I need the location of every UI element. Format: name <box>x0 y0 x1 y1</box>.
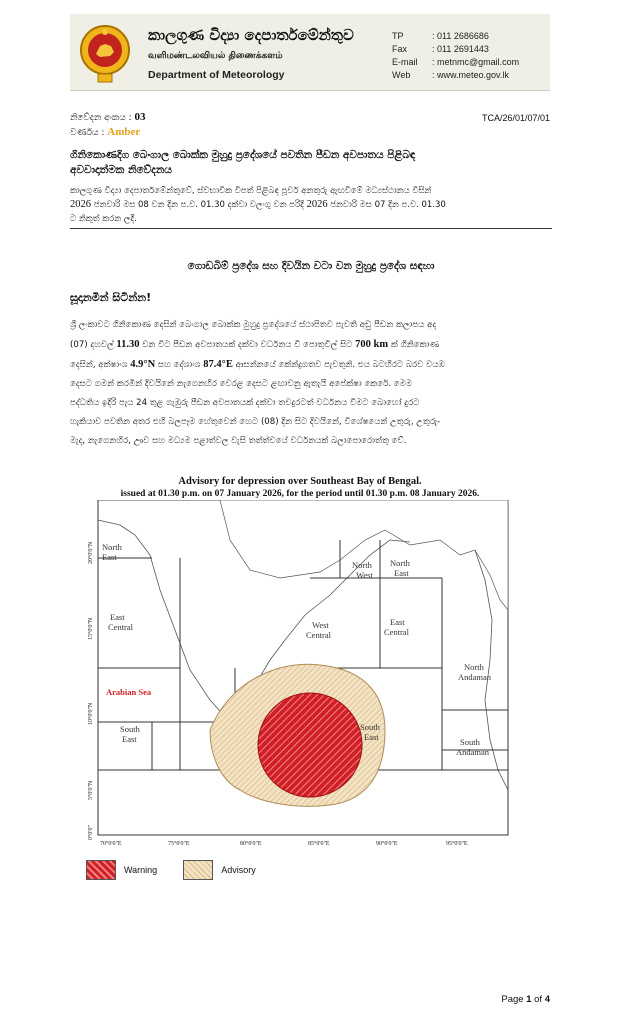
lon-label: 90°0'0"E <box>376 841 398 847</box>
map-title: Advisory for depression over Southeast Bay of Bengal. <box>178 476 422 487</box>
label-west-central: Central <box>306 630 332 640</box>
label-south-andaman: Andaman <box>456 747 490 757</box>
label-south-east-west: East <box>122 734 137 744</box>
bulletin-number: 03 <box>134 111 146 123</box>
issued-line: ට නිකුත් කරන ලදී. <box>70 214 137 224</box>
title-line: අවවාදාත්මක නිවේදනය <box>70 164 172 176</box>
body-line: පද්ධතිය ඉදිරි පැය 24 තුළ ගැඹුරු පීඩන අවපාතයක් දක්වා තවදුරටත් වර්ධනය වීමට බොහෝ දුරට <box>70 398 420 408</box>
contact-label: Web <box>392 70 411 80</box>
page-word: Page <box>501 994 524 1005</box>
label-east-central: East <box>110 612 125 622</box>
bulletin-body <box>70 316 552 451</box>
contact-value: : 011 2686686 <box>432 31 489 41</box>
page-of: of <box>534 994 543 1005</box>
warning-swatch <box>86 860 116 880</box>
lat-label: 20°0'0"N <box>88 541 94 564</box>
label-north-andaman: North <box>464 662 484 672</box>
label-east-central: Central <box>108 622 134 632</box>
label-north-west: North <box>352 560 372 570</box>
lon-label: 80°0'0"E <box>240 841 262 847</box>
label-south-east-west: South <box>120 724 140 734</box>
issued-line <box>70 198 552 212</box>
letterhead <box>70 14 550 91</box>
lat-label: 10°0'0"N <box>88 702 94 725</box>
bulletin-title <box>70 148 552 178</box>
department-name-english: Department of Meteorology <box>148 69 285 81</box>
lon-label: 75°0'0"E <box>168 841 190 847</box>
label-north-east: North <box>102 542 122 552</box>
contact-label: Fax <box>392 44 408 54</box>
lat-label: 5°0'0"N <box>88 780 94 800</box>
contact-value: : 011 2691443 <box>432 44 489 54</box>
year: 2026 <box>70 199 91 210</box>
colour-label: වර්ණය : <box>70 128 105 138</box>
issued-statement <box>70 184 552 226</box>
contact-value[interactable]: : www.meteo.gov.lk <box>432 70 509 80</box>
lat-label: 0°0'0" <box>88 825 94 840</box>
title-line: ගිනිකොණදිග බෙංගාල බොක්ක මුහුදු ප්‍රදේශයේ පවතින පීඩන අවපාතය පිළිබඳ <box>70 149 416 161</box>
label-north-east-bay: East <box>394 568 409 578</box>
label-south-east-bay: East <box>364 732 379 742</box>
label-arabian-sea: Arabian Sea <box>106 687 152 697</box>
label-west-central: West <box>312 620 329 630</box>
bulletin-number-label: නිවේදන අංකය : <box>70 113 132 123</box>
label-south-east-bay: South <box>360 722 380 732</box>
divider <box>70 228 552 229</box>
label-north-andaman: Andaman <box>458 672 492 682</box>
sri-lanka-emblem-icon <box>78 20 132 86</box>
body-line: දෙසින්, අක්ෂාංශ 4.9°N සහ දේශාංශ 87.4°E ආසන්නයේ කේන්ද්‍රගතව පැවතුනි. එය බටහිරට බරව වයඹ <box>70 359 445 370</box>
issued-text: ජනවාරි මස 07 දින ප.ව. 01.30 <box>327 200 446 210</box>
contact-block <box>392 30 519 82</box>
body-line: හැකියාව පවතින අතර එහි බලපෑම හේතුවෙන් හෙට (08) දින සිට දිවයිනේ, විශේෂයෙන් උතුරු, උතුරු- <box>70 417 441 427</box>
map-subtitle: issued at 01.30 p.m. on 07 January 2026, for the period until 01.30 p.m. 08 January 2026. <box>120 489 480 499</box>
contact-label: TP <box>392 31 404 41</box>
label-north-east-bay: North <box>390 558 410 568</box>
lat-label: 15°0'0"N <box>88 617 94 640</box>
advisory-swatch <box>183 860 213 880</box>
department-name-sinhala: කාලගුණ විද්‍යා දෙපාර්තමේන්තුව <box>148 26 354 44</box>
contact-label: E-mail <box>392 57 418 67</box>
department-name-tamil: வளிமண்டலவியல் திணைக்களம் <box>148 51 283 61</box>
lon-label: 70°0'0"E <box>100 841 122 847</box>
map-legend <box>86 858 256 882</box>
body-line: ශ්‍රී ලංකාවට ගිනිකොණ දෙසින් බෙංගාල බොක්ක මුහුදු ප්‍රදේශයේ ස්ථාපිතව පැවති අඩු පීඩන කලාපය අද <box>70 320 437 330</box>
contact-value[interactable]: : metnmc@gmail.com <box>432 57 520 67</box>
page-current: 1 <box>526 994 532 1005</box>
legend-warning-label: Warning <box>124 865 158 875</box>
issued-text: ජනවාරි මස 08 වන දින ප.ව. 01.30 දක්වා වලංගු වන පරිදි <box>91 200 307 210</box>
issued-line: කාලගුණ විද්‍යා දෙපාර්තමේන්තුවේ, ස්වභාවික විපත් පිළිබඳ පූර්ව අනතුරු ඇඟවීමේ මධ්‍යස්ථානය විසින් <box>70 186 432 196</box>
year: 2026 <box>306 199 328 210</box>
page-number <box>501 994 550 1005</box>
legend-advisory-label: Advisory <box>221 865 256 875</box>
label-north-west: West <box>356 570 373 580</box>
section-heading: ගොඩබිම් ප්‍රදේශ සහ දිවයින වටා වන මුහුදු ප්‍රදේශ සඳහා <box>187 260 435 272</box>
warning-area <box>258 693 362 797</box>
advisory-map <box>80 470 520 880</box>
body-line: (07) දහවල් 11.30 වන විට පීඩන අවපාතයක් දක්වා වර්ධනය වී පොතුවිල් සිට 700 km ක් ගිනිකොණ <box>70 339 440 350</box>
body-line: දෙසට ගමන් කරමින් දිවයිනේ නැගෙනහිර වෙරළ දෙසට ළඟාවනු ඇතැයි අපේක්ෂා කෙරේ. මෙම <box>70 379 413 389</box>
reference-number: TCA/26/01/07/01 <box>481 113 550 123</box>
map-svg <box>80 500 520 880</box>
page-total: 4 <box>544 994 550 1005</box>
lon-label: 85°0'0"E <box>308 841 330 847</box>
colour-code: Amber <box>107 126 141 138</box>
body-line: මැද, නැගෙනහිර, ඌව සහ මධ්‍යම පළාත්වල වැසි තත්ත්වයේ වර්ධනයක් බලාපොරොත්තු වේ. <box>70 436 407 446</box>
label-north-east: East <box>102 552 117 562</box>
alert-text: සූදානමින් සිටින්න! <box>70 291 152 304</box>
bulletin-meta <box>70 110 145 140</box>
label-east-central-bay: East <box>390 617 405 627</box>
lon-label: 95°0'0"E <box>446 841 468 847</box>
label-east-central-bay: Central <box>384 627 410 637</box>
label-south-andaman: South <box>460 737 480 747</box>
